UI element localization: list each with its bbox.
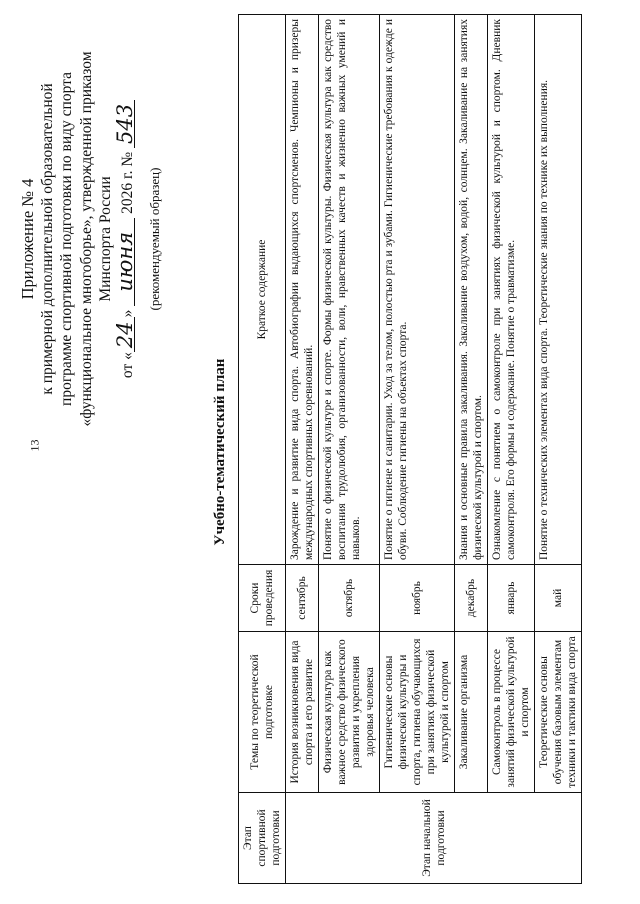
- time-cell: май: [535, 565, 582, 632]
- desc-cell: Понятие о технических элементах вида спорта. Теоретические знания по технике их выполнения.: [535, 15, 582, 565]
- header-line-2: программе спортивной подготовки по виду спорта: [58, 72, 75, 406]
- header-line-4: Минспорта России: [97, 176, 114, 302]
- order-number: 543: [116, 100, 135, 148]
- time-cell: декабрь: [455, 565, 488, 632]
- desc-cell: Знания и основные правила закаливания. Закаливание воздухом, водой, солнцем. Закаливание на занятиях физической культурой и спортом.: [455, 15, 488, 565]
- order-prefix: от «: [118, 352, 136, 379]
- topic-cell: Гигиенические основы физической культуры и спорта, гигиена обучающихся при занятиях физической культурой и спортом: [380, 632, 455, 793]
- topic-cell: Закаливание организма: [455, 632, 488, 793]
- header-line-3: «функциональное многоборье», утвержденной приказом: [77, 51, 95, 427]
- table-header-row: [239, 15, 286, 884]
- plan-title: Учебно-тематический план: [212, 358, 228, 546]
- topic-cell: Теоретические основы обучения базовым элементам техники и тактики вида спорта: [535, 632, 582, 793]
- topic-cell: Самоконтроль в процессе занятий физической культурой и спортом: [488, 632, 535, 793]
- time-cell: октябрь: [319, 565, 380, 632]
- desc-cell: Понятие о физической культуре и спорте. Формы физической культуры. Физическая культура как средство воспитания трудолюбия, организованности, воли, нравственных качеств и жизненно важных умений и навыков.: [319, 15, 380, 565]
- desc-cell: Ознакомление с понятием о самоконтроле при занятиях физической культурой и спортом. Дневник самоконтроля. Его формы и содержание. Понятие о травматизме.: [488, 15, 535, 565]
- table-row: [488, 15, 535, 884]
- header-time: Сроки проведения: [239, 565, 286, 632]
- order-line: [112, 24, 138, 454]
- study-plan-table: [238, 14, 582, 884]
- order-month: июня: [116, 218, 135, 306]
- table-row: [535, 15, 582, 884]
- stage-cell: Этап начальной подготовки: [286, 793, 582, 884]
- time-cell: сентябрь: [286, 565, 319, 632]
- header-desc: Краткое содержание: [239, 15, 286, 565]
- desc-cell: Зарождение и развитие вида спорта. Автобиографии выдающихся спортсменов. Чемпионы и призеры международных спортивных соревнований.: [286, 15, 319, 565]
- header-stage: Этап спортивной подготовки: [239, 793, 286, 884]
- order-day: 24: [116, 317, 135, 352]
- topic-cell: Физическая культура как важное средство физического развития и укрепления здоровья человека: [319, 632, 380, 793]
- time-cell: январь: [488, 565, 535, 632]
- topic-cell: История возникновения вида спорта и его развитие: [286, 632, 319, 793]
- table-row: [380, 15, 455, 884]
- table-row: [455, 15, 488, 884]
- header-line-1: к примерной дополнительной образовательной: [38, 83, 56, 395]
- desc-cell: Понятие о гигиене и санитарии. Уход за телом, полостью рта и зубами. Гигиенические требования к одежде и обуви. Соблюдение гигиены на объектах спорта.: [380, 15, 455, 565]
- page-number: 13: [27, 439, 42, 452]
- order-year: 2026 г. №: [118, 148, 136, 218]
- rotated-page-content: [0, 10, 640, 894]
- appendix-header: [18, 24, 165, 454]
- time-cell: ноябрь: [380, 565, 455, 632]
- appendix-number: Приложение № 4: [18, 178, 37, 300]
- header-topic: Темы по теоретической подготовке: [239, 632, 286, 793]
- table-row: [286, 15, 319, 884]
- table-row: [319, 15, 380, 884]
- sample-note: (рекомендуемый образец): [147, 167, 162, 311]
- order-mid: »: [118, 305, 136, 318]
